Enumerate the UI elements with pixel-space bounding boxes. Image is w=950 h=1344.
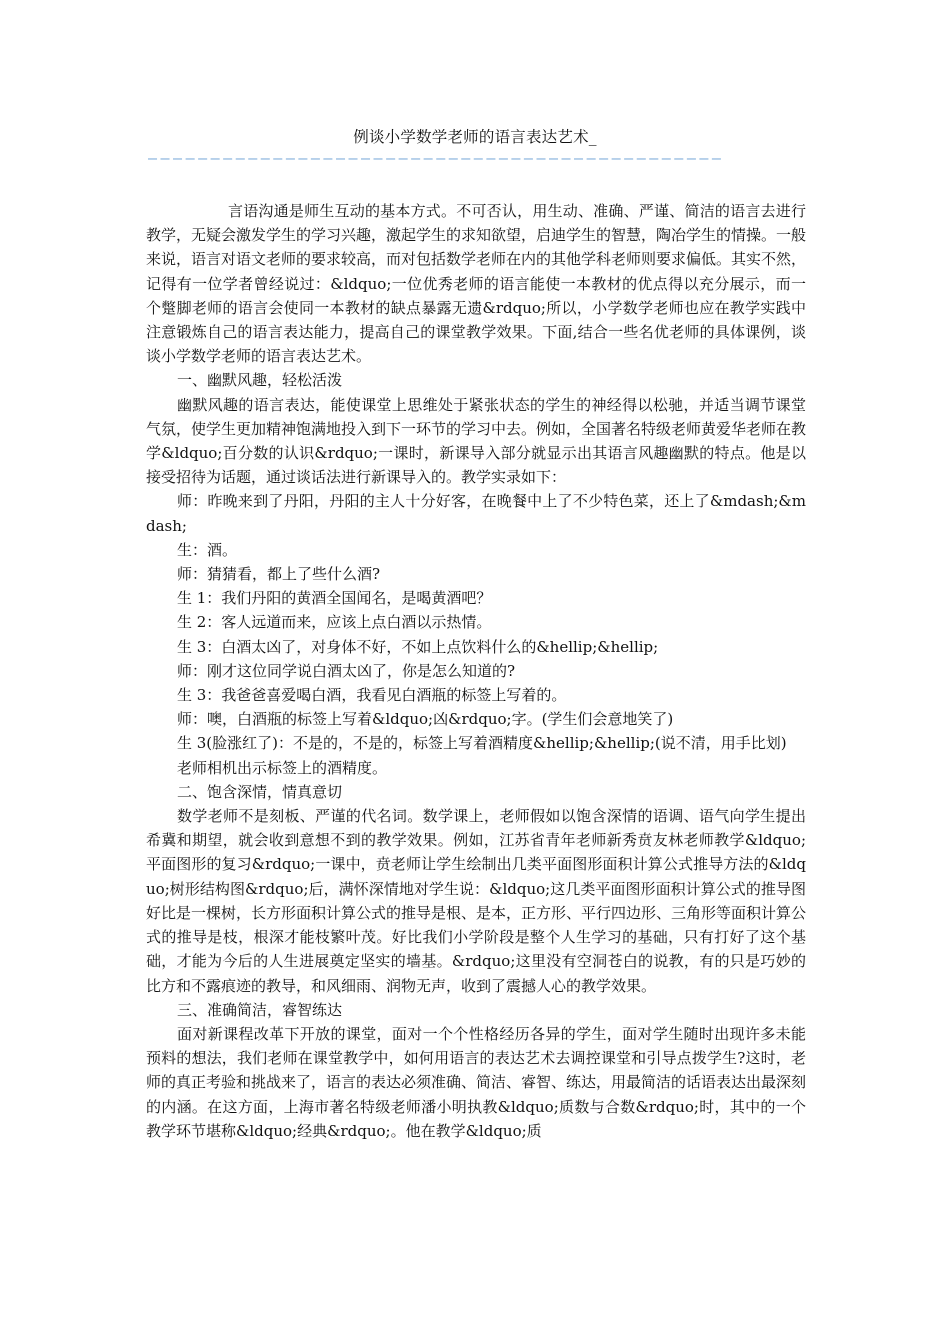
document-title: 例谈小学数学老师的语言表达艺术_ — [353, 128, 597, 146]
paragraph: 师：昨晚来到了丹阳，丹阳的主人十分好客，在晚餐中上了不少特色菜，还上了&mdash;&mdash; — [146, 492, 806, 535]
paragraph: 数学老师不是刻板、严谨的代名词。数学课上，老师假如以饱含深情的语调、语气向学生提出希冀和期望，就会收到意想不到的教学效果。例如，江苏省青年老师新秀贲友林老师教学&ldquo;平面图形的复习&rdquo;一课中，贲老师让学生绘制出几类平面图形面积计算公式推导方法的&ldquo;树形结构图&rdquo;后，满怀深情地对学生说：&ldquo;这几类平面图形面积计算公式的推导图好比是一棵树，长方形面积计算公式的推导是根、是本，正方形、平行四边形、三角形等面积计算公式的推导是枝，根深才能枝繁叶茂。好比我们小学阶段是整个人生学习的基础，只有打好了这个基础，才能为今后的人生进展奠定坚实的墙基。&rdquo;这里没有空洞苍白的说教，有的只是巧妙的比方和不露痕迹的教导，和风细雨、润物无声，收到了震撼人心的教学效果。 — [146, 807, 807, 995]
paragraph: 生 3：我爸爸喜爱喝白酒，我看见白酒瓶的标签上写着的。 — [177, 686, 567, 705]
paragraph: 幽默风趣的语言表达，能使课堂上思维处于紧张状态的学生的神经得以松驰，并适当调节课堂气氛，使学生更加精神饱满地投入到下一环节的学习中去。例如，全国著名特级老师黄爱华老师在教学&ldquo;百分数的认识&rdquo;一课时，新课导入部分就显示出其语言风趣幽默的特点。他是以接受招待为话题，通过谈话法进行新课导入的。教学实录如下： — [146, 395, 807, 487]
paragraph: 二、饱含深情，情真意切 — [177, 782, 343, 801]
paragraph: 生 3：白酒太凶了，对身体不好，不如上点饮料什么的&hellip;&hellip; — [177, 637, 659, 656]
paragraph: 言语沟通是师生互动的基本方式。不可否认，用生动、准确、严谨、简洁的语言去进行教学，无疑会激发学生的学习兴趣，激起学生的求知欲望，启迪学生的智慧，陶冶学生的情操。一般来说，语言对语文老师的要求较高，而对包括数学老师在内的其他学科老师则要求偏低。其实不然，记得有一位学者曾经说过：&ldquo;一位优秀老师的语言能使一本教材的优点得以充分展示，而一个蹩脚老师的语言会使同一本教材的缺点暴露无遗&rdquo;所以，小学数学老师也应在教学实践中注意锻炼自己的语言表达能力，提高自己的课堂教学效果。下面,结合一些名优老师的具体课例，谈谈小学数学老师的语言表达艺术。 — [146, 202, 807, 366]
paragraph: 生：酒。 — [177, 540, 238, 559]
document-body — [146, 199, 806, 1143]
paragraph: 师：噢，白酒瓶的标签上写着&ldquo;凶&rdquo;字。(学生们会意地笑了) — [177, 710, 674, 729]
paragraph: 生 1：我们丹阳的黄酒全国闻名，是喝黄酒吧？ — [177, 589, 492, 608]
paragraph: 生 3(脸涨红了)：不是的，不是的，标签上写着酒精度&hellip;&hellip;(说不清，用手比划) — [177, 734, 787, 753]
paragraph: 三、准确简洁，睿智练达 — [177, 1000, 343, 1019]
paragraph: 生 2：客人远道而来，应该上点白酒以示热情。 — [177, 613, 492, 632]
paragraph: 师：猜猜看，都上了些什么酒? — [177, 565, 381, 584]
paragraph: 面对新课程改革下开放的课堂，面对一个个性格经历各异的学生，面对学生随时出现许多未能预料的想法，我们老师在课堂教学中，如何用语言的表达艺术去调控课堂和引导点拨学生?这时，老师的真正考验和挑战来了，语言的表达必须准确、简洁、睿智、练达，用最简洁的话语表达出最深刻的内涵。在这方面，上海市著名特级老师潘小明执教&ldquo;质数与合数&rdquo;时，其中的一个教学环节堪称&ldquo;经典&rdquo;。他在教学&ldquo;质 — [146, 1024, 807, 1140]
paragraph: 师：刚才这位同学说白酒太凶了，你是怎么知道的? — [177, 661, 516, 680]
paragraph: 老师相机出示标签上的酒精度。 — [177, 758, 388, 777]
title-separator: —————————————————————————————————————————————— — [148, 150, 725, 166]
paragraph: 一、幽默风趣，轻松活泼 — [177, 371, 343, 390]
